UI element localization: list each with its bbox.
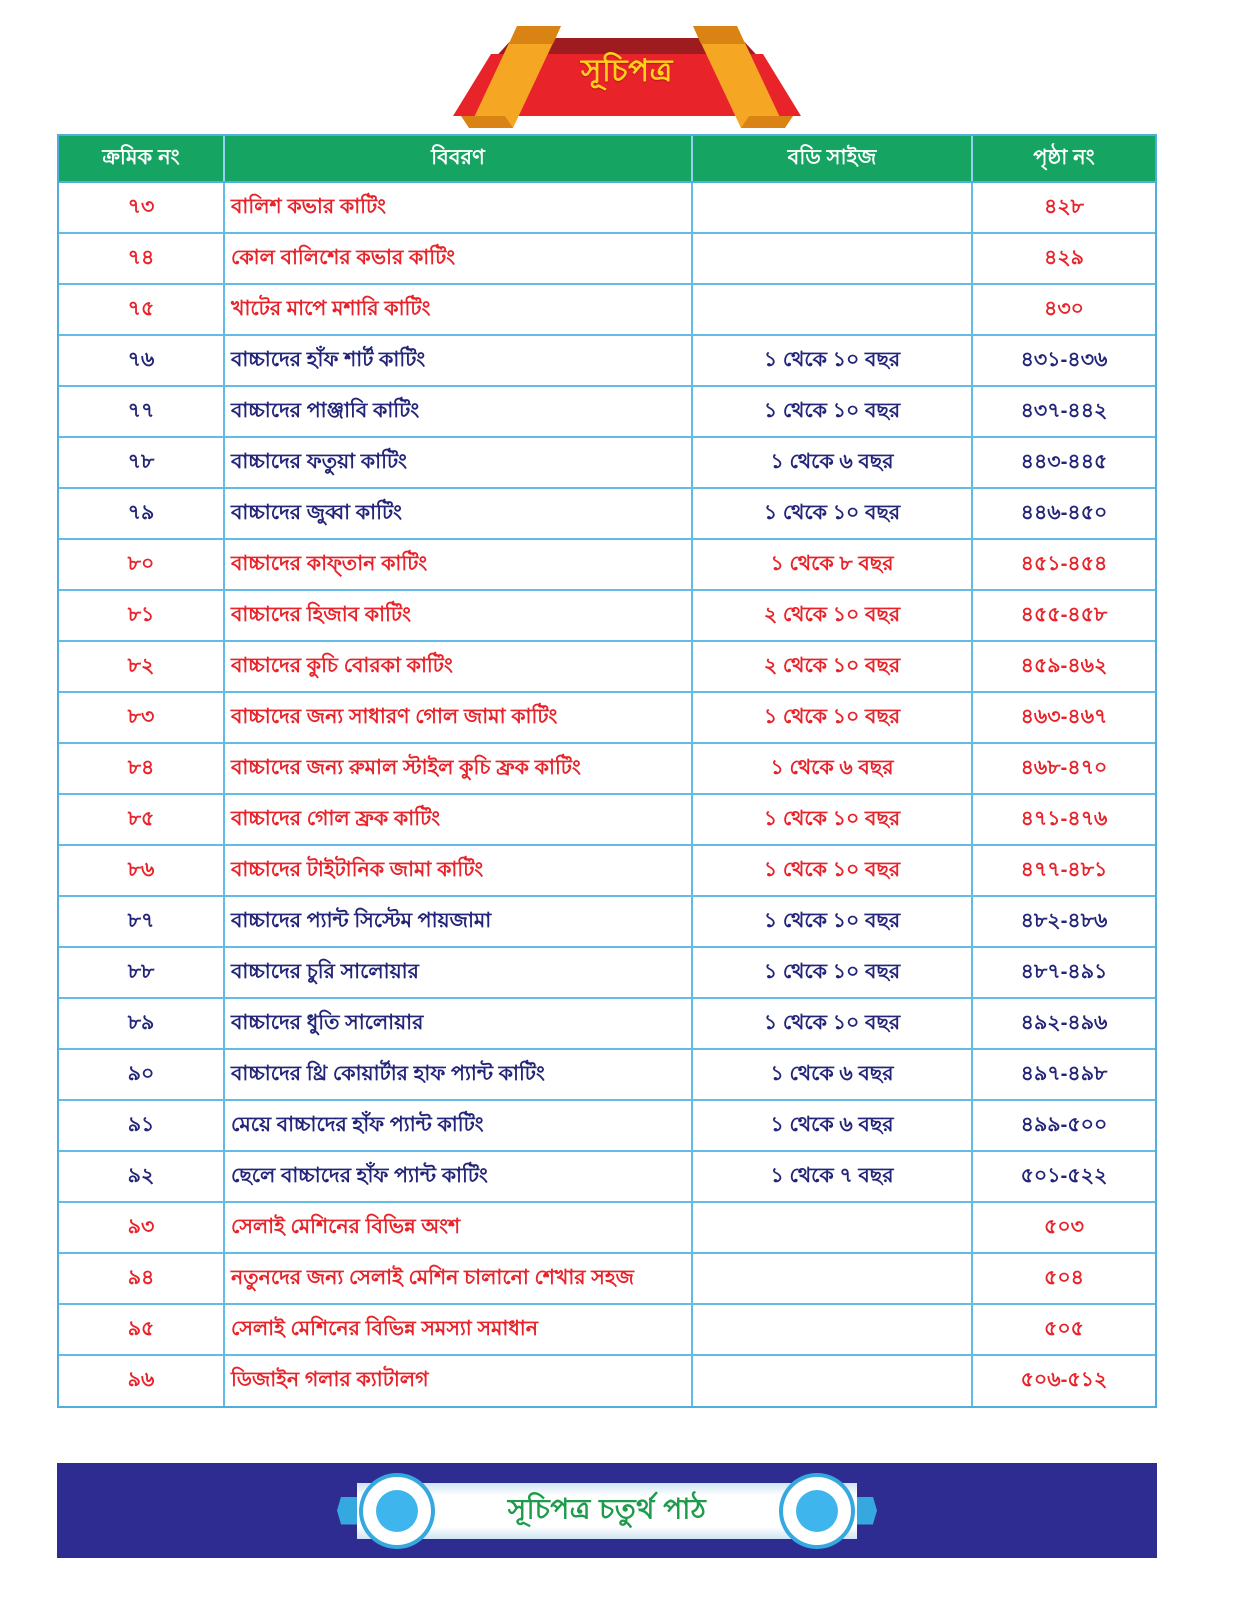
cell-serial: ৯০ xyxy=(59,1049,224,1100)
table-row xyxy=(59,998,1155,1049)
cell-serial: ৭৬ xyxy=(59,335,224,386)
cell-page-number: ৪৪৩-৪৪৫ xyxy=(972,437,1155,488)
cell-page-number: ৪৫৫-৪৫৮ xyxy=(972,590,1155,641)
ribbon-strap-left-fold xyxy=(509,26,561,44)
cell-body-size: ১ থেকে ১০ বছর xyxy=(692,794,972,845)
cell-body-size: ১ থেকে ১০ বছর xyxy=(692,845,972,896)
cell-body-size: ২ থেকে ১০ বছর xyxy=(692,641,972,692)
cell-page-number: ৪৮২-৪৮৬ xyxy=(972,896,1155,947)
table-row xyxy=(59,845,1155,896)
cell-description: কোল বালিশের কভার কাটিং xyxy=(224,233,692,284)
cell-serial: ৮৪ xyxy=(59,743,224,794)
cell-description: বাচ্চাদের ধুতি সালোয়ার xyxy=(224,998,692,1049)
cell-description: বাচ্চাদের টাইটানিক জামা কাটিং xyxy=(224,845,692,896)
column-header-serial: ক্রমিক নং xyxy=(59,136,224,182)
cell-page-number: ৪৮৭-৪৯১ xyxy=(972,947,1155,998)
cell-serial: ৭৩ xyxy=(59,182,224,233)
table-body xyxy=(59,182,1155,1406)
cell-description: বাচ্চাদের হাঁফ শার্ট কাটিং xyxy=(224,335,692,386)
cell-serial: ৮৫ xyxy=(59,794,224,845)
cell-serial: ৭৮ xyxy=(59,437,224,488)
table-row xyxy=(59,1253,1155,1304)
cell-serial: ৯৫ xyxy=(59,1304,224,1355)
cell-description: বালিশ কভার কাটিং xyxy=(224,182,692,233)
toc-table xyxy=(59,136,1155,1406)
cell-serial: ৮৮ xyxy=(59,947,224,998)
table-row xyxy=(59,488,1155,539)
column-header-body-size: বডি সাইজ xyxy=(692,136,972,182)
cell-description: বাচ্চাদের প্যান্ট সিস্টেম পায়জামা xyxy=(224,896,692,947)
cell-page-number: ৪৩৭-৪৪২ xyxy=(972,386,1155,437)
footer-label: সূচিপত্র চতুর্থ পাঠ xyxy=(507,1493,707,1524)
cell-page-number: ৪৩১-৪৩৬ xyxy=(972,335,1155,386)
table-row xyxy=(59,590,1155,641)
cell-description: খাটের মাপে মশারি কাটিং xyxy=(224,284,692,335)
header-ribbon xyxy=(425,24,829,132)
page-title: সূচিপত্র xyxy=(581,53,673,88)
cell-page-number: ৪২৮ xyxy=(972,182,1155,233)
footer-banner xyxy=(57,1463,1157,1558)
ribbon-strap-left-foot xyxy=(461,116,513,128)
cell-body-size: ১ থেকে ৮ বছর xyxy=(692,539,972,590)
cell-body-size: ১ থেকে ৬ বছর xyxy=(692,1049,972,1100)
table-header-row xyxy=(59,136,1155,182)
column-header-page: পৃষ্ঠা নং xyxy=(972,136,1155,182)
cell-description: বাচ্চাদের গোল ফ্রক কাটিং xyxy=(224,794,692,845)
cell-serial: ৮২ xyxy=(59,641,224,692)
cell-serial: ৮৬ xyxy=(59,845,224,896)
cell-body-size: ২ থেকে ১০ বছর xyxy=(692,590,972,641)
cell-body-size xyxy=(692,1202,972,1253)
cell-body-size: ১ থেকে ১০ বছর xyxy=(692,947,972,998)
cell-serial: ৭৯ xyxy=(59,488,224,539)
cell-body-size xyxy=(692,1304,972,1355)
footer-plate xyxy=(337,1475,877,1547)
cell-description: বাচ্চাদের জুব্বা কাটিং xyxy=(224,488,692,539)
cell-serial: ৯১ xyxy=(59,1100,224,1151)
cell-description: বাচ্চাদের জন্য সাধারণ গোল জামা কাটিং xyxy=(224,692,692,743)
cell-serial: ৮৩ xyxy=(59,692,224,743)
cell-description: বাচ্চাদের হিজাব কাটিং xyxy=(224,590,692,641)
table-row xyxy=(59,335,1155,386)
cell-body-size: ১ থেকে ৭ বছর xyxy=(692,1151,972,1202)
table-row xyxy=(59,896,1155,947)
cell-serial: ৮৯ xyxy=(59,998,224,1049)
table-row xyxy=(59,794,1155,845)
cell-page-number: ৪৫১-৪৫৪ xyxy=(972,539,1155,590)
ribbon-strap-right-fold xyxy=(693,26,745,44)
table-row xyxy=(59,1304,1155,1355)
cell-page-number: ৫০৬-৫১২ xyxy=(1020,1368,1108,1391)
cell-description: বাচ্চাদের চুরি সালোয়ার xyxy=(224,947,692,998)
cell-description: ছেলে বাচ্চাদের হাঁফ প্যান্ট কাটিং xyxy=(224,1151,692,1202)
cell-page-number: ৪৬৮-৪৭০ xyxy=(972,743,1155,794)
cell-body-size: ১ থেকে ১০ বছর xyxy=(692,998,972,1049)
cell-serial: ৭৪ xyxy=(59,233,224,284)
cell-page-number: ৫০৫ xyxy=(972,1304,1155,1355)
cell-description: বাচ্চাদের কুচি বোরকা কাটিং xyxy=(224,641,692,692)
cell-description: নতুনদের জন্য সেলাই মেশিন চালানো শেখার সহজ xyxy=(224,1253,692,1304)
table-row xyxy=(59,1355,1155,1406)
cell-serial: ৮০ xyxy=(59,539,224,590)
cell-body-size xyxy=(692,1355,972,1406)
cell-description: মেয়ে বাচ্চাদের হাঁফ প্যান্ট কাটিং xyxy=(224,1100,692,1151)
cell-description: বাচ্চাদের থ্রি কোয়ার্টার হাফ প্যান্ট কাটিং xyxy=(224,1049,692,1100)
table-head xyxy=(59,136,1155,182)
column-header-description: বিবরণ xyxy=(224,136,692,182)
table-row xyxy=(59,692,1155,743)
cell-page-number: ৫০৪ xyxy=(972,1253,1155,1304)
cell-page-number: ৪৪৬-৪৫০ xyxy=(972,488,1155,539)
table-row xyxy=(59,743,1155,794)
cell-description: সেলাই মেশিনের বিভিন্ন সমস্যা সমাধান xyxy=(224,1304,692,1355)
cell-body-size: ১ থেকে ৬ বছর xyxy=(692,437,972,488)
cell-body-size: ১ থেকে ১০ বছর xyxy=(692,692,972,743)
table-row xyxy=(59,539,1155,590)
cell-description: সেলাই মেশিনের বিভিন্ন অংশ xyxy=(224,1202,692,1253)
table-row xyxy=(59,1100,1155,1151)
cell-body-size: ১ থেকে ১০ বছর xyxy=(692,335,972,386)
cell-page-number: ৪৩০ xyxy=(972,284,1155,335)
cell-body-size: ১ থেকে ১০ বছর xyxy=(692,386,972,437)
cell-page-number: ৪২৯ xyxy=(972,233,1155,284)
table-row xyxy=(59,182,1155,233)
table-row xyxy=(59,947,1155,998)
cell-description: বাচ্চাদের কাফ্তান কাটিং xyxy=(224,539,692,590)
table-row xyxy=(59,386,1155,437)
table-row xyxy=(59,1151,1155,1202)
cell-description: বাচ্চাদের ফতুয়া কাটিং xyxy=(224,437,692,488)
cell-page-number: ৫০১-৫২২ xyxy=(972,1151,1155,1202)
cell-page-number: ৪৫৯-৪৬২ xyxy=(972,641,1155,692)
cell-serial: ৯২ xyxy=(59,1151,224,1202)
cell-serial: ৭৫ xyxy=(59,284,224,335)
cell-description: ডিজাইন গলার ক্যাটালগ xyxy=(224,1355,692,1406)
table-row xyxy=(59,437,1155,488)
cell-page-number: ৪৭৭-৪৮১ xyxy=(972,845,1155,896)
cell-serial: ৮৭ xyxy=(59,896,224,947)
cell-page-number: ৪৯৭-৪৯৮ xyxy=(972,1049,1155,1100)
table-row xyxy=(59,233,1155,284)
cell-page-number: ৪৭১-৪৭৬ xyxy=(972,794,1155,845)
cell-description: বাচ্চাদের পাঞ্জাবি কাটিং xyxy=(224,386,692,437)
cell-body-size xyxy=(692,284,972,335)
cell-body-size xyxy=(692,233,972,284)
cell-body-size xyxy=(692,182,972,233)
cell-body-size: ১ থেকে ৬ বছর xyxy=(692,1100,972,1151)
table-row xyxy=(59,284,1155,335)
cell-description: বাচ্চাদের জন্য রুমাল স্টাইল কুচি ফ্রক কাটিং xyxy=(224,743,692,794)
cell-page-number: ৪৬৩-৪৬৭ xyxy=(972,692,1155,743)
ribbon-strap-right-foot xyxy=(741,116,793,128)
cell-serial: ৯৬ xyxy=(59,1355,224,1406)
cell-body-size: ১ থেকে ১০ বছর xyxy=(692,488,972,539)
cell-serial: ৯৪ xyxy=(59,1253,224,1304)
cell-page-number: ৪৯২-৪৯৬ xyxy=(972,998,1155,1049)
cell-serial: ৭৭ xyxy=(59,386,224,437)
cell-page-number: ৫০৩ xyxy=(972,1202,1155,1253)
cell-body-size: ১ থেকে ৬ বছর xyxy=(692,743,972,794)
table-row xyxy=(59,1049,1155,1100)
cell-serial: ৮১ xyxy=(59,590,224,641)
table-row xyxy=(59,1202,1155,1253)
cell-serial: ৯৩ xyxy=(59,1202,224,1253)
cell-page-number: ৪৯৯-৫০০ xyxy=(972,1100,1155,1151)
cell-body-size: ১ থেকে ১০ বছর xyxy=(692,896,972,947)
toc-table-container xyxy=(57,134,1157,1408)
cell-body-size xyxy=(692,1253,972,1304)
table-row xyxy=(59,641,1155,692)
page-header xyxy=(0,0,1254,132)
